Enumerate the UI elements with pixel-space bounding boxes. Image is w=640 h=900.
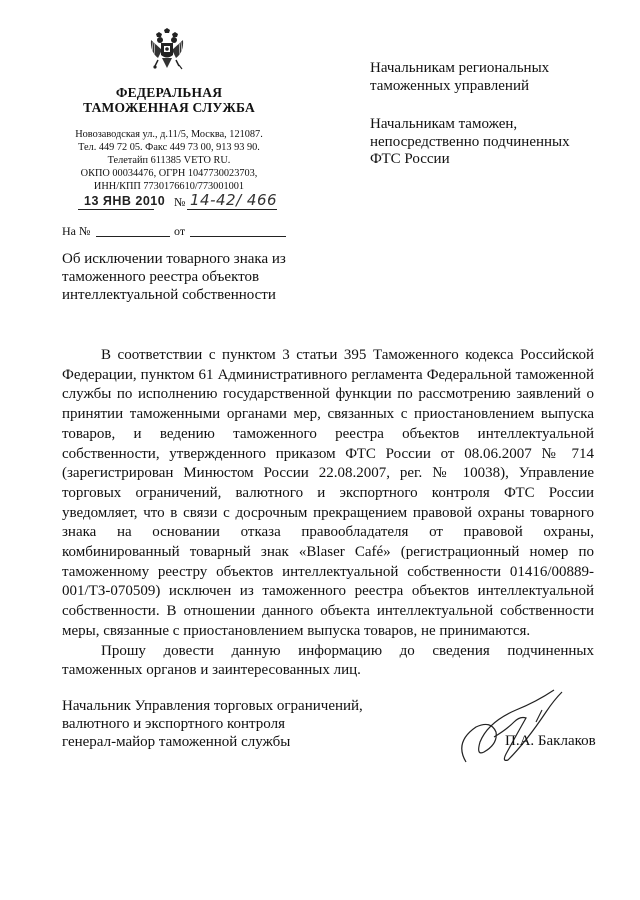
handwritten-signature-icon xyxy=(436,682,576,782)
body-paragraph-1: В соответствии с пунктом 3 статьи 395 Таможенного кодекса Российской Федерации, пунктом 61 Административного регламента Федеральной таможенной службы по исполнению государственной функции по рассмотрению заявлений о принятии таможенными органами мер, связанных с приостановлением выпуска товаров, и ведению таможенного реестра объектов интеллектуальной собственности, утвержденного приказом ФТС России от 08.06.2007 № 714 (зарегистрирован Минюстом России 22.08.2007, рег. № 10038), Управление торговых ограничений, валютного и экспортного контроля ФТС России уведомляет, что в связи с досрочным прекращением правовой охраны товарного знака на основании отказа правообладателя от правовой охраны, комбинированный товарный знак «Blaser Café» (регистрационный номер по таможенному реестру объектов интеллектуальной собственности 01416/00889-001/ТЗ-070509) исключен из таможенного реестра объектов интеллектуальной собственности. В отношении данного объекта интеллектуальной собственности меры, связанные с приостановлением выпуска товаров, не принимаются. xyxy=(62,347,594,639)
org-name-line2: ТАМОЖЕННАЯ СЛУЖБА xyxy=(83,100,255,115)
date-underline xyxy=(78,209,154,210)
number-underline xyxy=(187,209,277,210)
reply-number-blank xyxy=(96,236,170,237)
letter-body xyxy=(62,346,594,681)
signatory-title xyxy=(62,697,392,751)
body-paragraph-2: Прошу довести данную информацию до сведения подчиненных таможенных органов и заинтересованных лиц. xyxy=(62,642,594,679)
number-label: № xyxy=(174,195,186,209)
signatory-title-line3: генерал-майор таможенной службы xyxy=(62,734,291,750)
signatory-title-line2: валютного и экспортного контроля xyxy=(62,716,285,732)
coat-of-arms-icon xyxy=(148,28,186,72)
reply-date-blank xyxy=(190,236,286,237)
sender-okpo: ОКПО 00034476, ОГРН 1047730023703, xyxy=(80,168,258,179)
reply-number-label: На № xyxy=(62,224,91,238)
registration-date-stamp: 13 ЯНВ 2010 xyxy=(84,194,166,208)
sender-inn: ИНН/КПП 7730176610/773001001 xyxy=(93,181,245,192)
sender-teletype: Телетайп 611385 VETO RU. xyxy=(107,155,231,166)
letter-subject: Об исключении товарного знака из таможенного реестра объектов интеллектуальной собственности xyxy=(62,251,286,303)
sender-phones: Тел. 449 72 05. Факс 449 73 00, 913 93 90. xyxy=(78,142,260,153)
signer-name: П.А. Баклаков xyxy=(505,733,596,749)
sender-organization xyxy=(66,85,272,115)
sender-address: Новозаводская ул., д.11/5, Москва, 121087. xyxy=(75,129,263,140)
reply-to-line xyxy=(62,224,288,240)
registration-number: 14-42/ 466 xyxy=(190,191,278,209)
addressee-customs: Начальникам таможен, непосредственно подчиненных ФТС России xyxy=(370,116,570,167)
addressee-regional: Начальникам региональных таможенных управлений xyxy=(370,60,550,94)
reply-date-label: от xyxy=(174,224,186,238)
sender-contacts xyxy=(58,128,280,193)
org-name-line1: ФЕДЕРАЛЬНАЯ xyxy=(115,85,223,100)
registration-line xyxy=(62,191,280,216)
signatory-title-line1: Начальник Управления торговых ограничений, xyxy=(62,698,363,714)
